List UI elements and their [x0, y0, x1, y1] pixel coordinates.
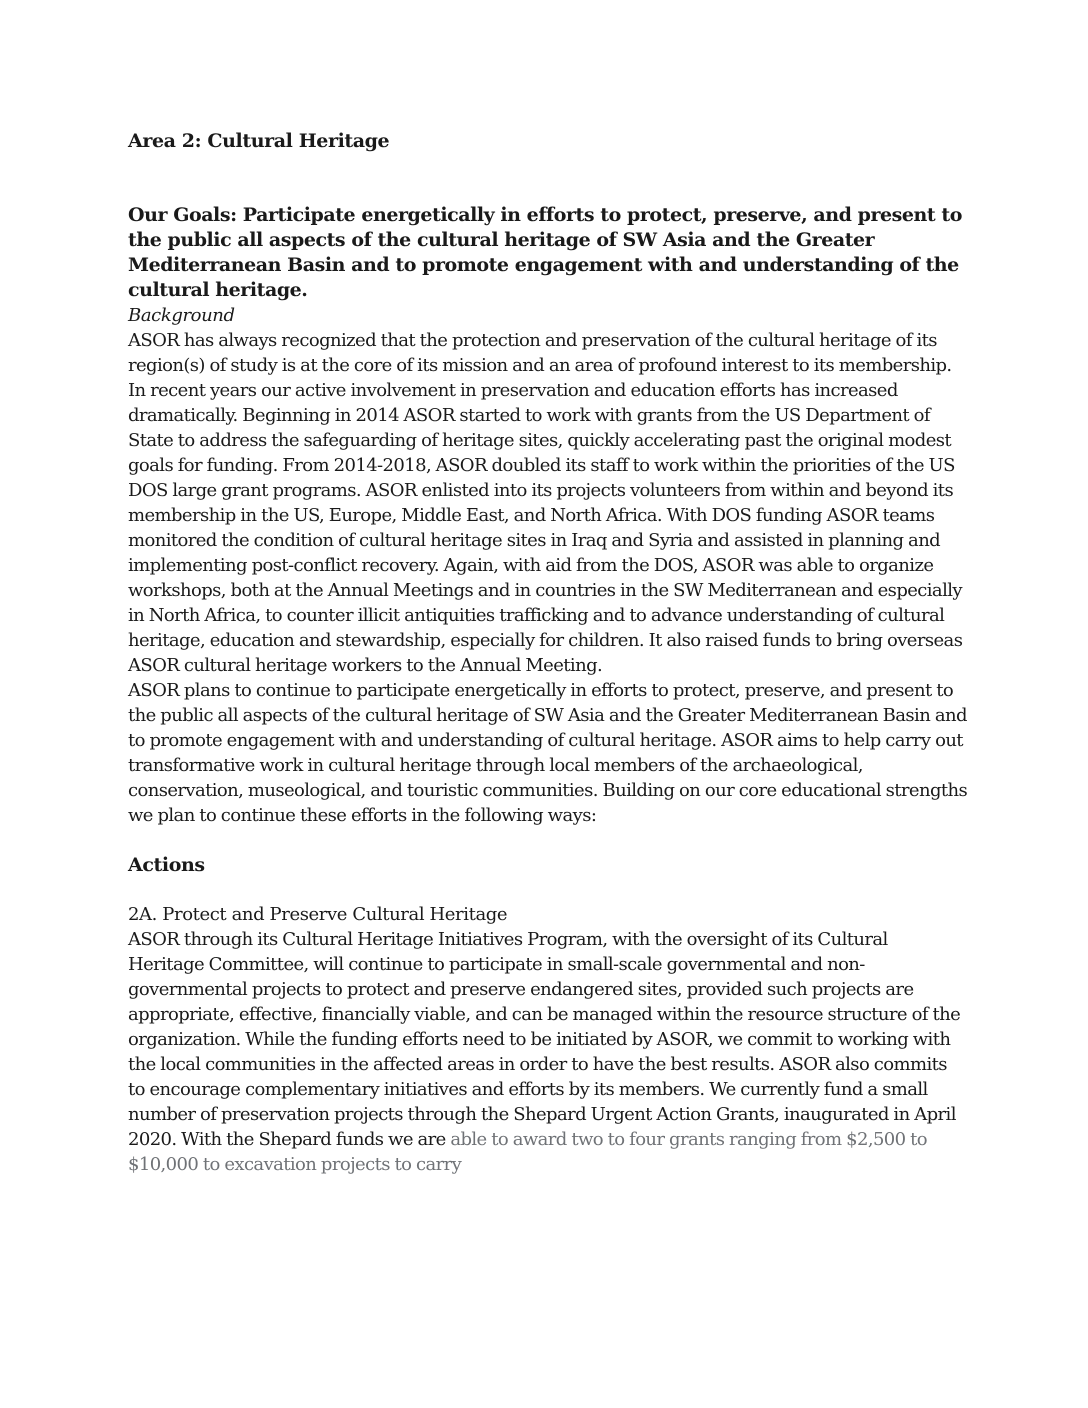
section-2a-heading: 2A. Protect and Preserve Cultural Heritage — [128, 904, 508, 925]
paragraph-text-faded: able to award two to four grants ranging from $2,500 to $10,000 to excavation projects to carry — [128, 1129, 928, 1175]
page-content — [128, 128, 968, 1177]
actions-heading: Actions — [128, 854, 205, 876]
background-label: Background — [128, 305, 235, 326]
plans-paragraph: ASOR plans to continue to participate energetically in efforts to protect, preserve, and present to the public all aspects of the cultural heritage of SW Asia and the Greater Mediterranean Basin and to promote engagement with and understanding of cultural heritage. ASOR aims to help carry out transformative work in cultural heritage through local members of the archaeological, conservation, museological, and touristic communities. Building on our core educational strengths we plan to continue these efforts in the following ways: — [128, 680, 968, 826]
goals-statement: Our Goals: Participate energetically in efforts to protect, preserve, and present to the public all aspects of the cultural heritage of SW Asia and the Greater Mediterranean Basin and to promote engagement with and understanding of the cultural heritage. — [128, 204, 962, 301]
background-paragraph: ASOR has always recognized that the protection and preservation of the cultural heritage of its region(s) of study is at the core of its mission and an area of profound interest to its membership. In recent years our active involvement in preservation and education efforts has increased dramatically. Beginning in 2014 ASOR started to work with grants from the US Department of State to address the safeguarding of heritage sites, quickly accelerating past the original modest goals for funding. From 2014-2018, ASOR doubled its staff to work within the priorities of the US DOS large grant programs. ASOR enlisted into its projects volunteers from within and beyond its membership in the US, Europe, Middle East, and North Africa. With DOS funding ASOR teams monitored the condition of cultural heritage sites in Iraq and Syria and assisted in planning and implementing post-conflict recovery. Again, with aid from the DOS, ASOR was able to organize workshops, both at the Annual Meetings and in countries in the SW Mediterranean and especially in North Africa, to counter illicit antiquities trafficking and to advance understanding of cultural heritage, education and stewardship, especially for children. It also raised funds to bring overseas ASOR cultural heritage workers to the Annual Meeting. — [128, 330, 963, 676]
protect-preserve-paragraph — [128, 927, 968, 1177]
area-title: Area 2: Cultural Heritage — [128, 130, 390, 152]
paragraph-text: ASOR through its Cultural Heritage Initiatives Program, with the oversight of its Cultural Heritage Committee, will continue to participate in small-scale governmental and non-governmental projects to protect and preserve endangered sites, provided such projects are appropriate, effective, financially viable, and can be managed within the resource structure of the organization. While the funding efforts need to be initiated by ASOR, we commit to working with the local communities in the affected areas in order to have the best results. ASOR also commits to encourage complementary initiatives and efforts by its members. We currently fund a small number of preservation projects through the Shepard Urgent Action Grants, inaugurated in April 2020. With the Shepard funds we are — [128, 929, 961, 1150]
